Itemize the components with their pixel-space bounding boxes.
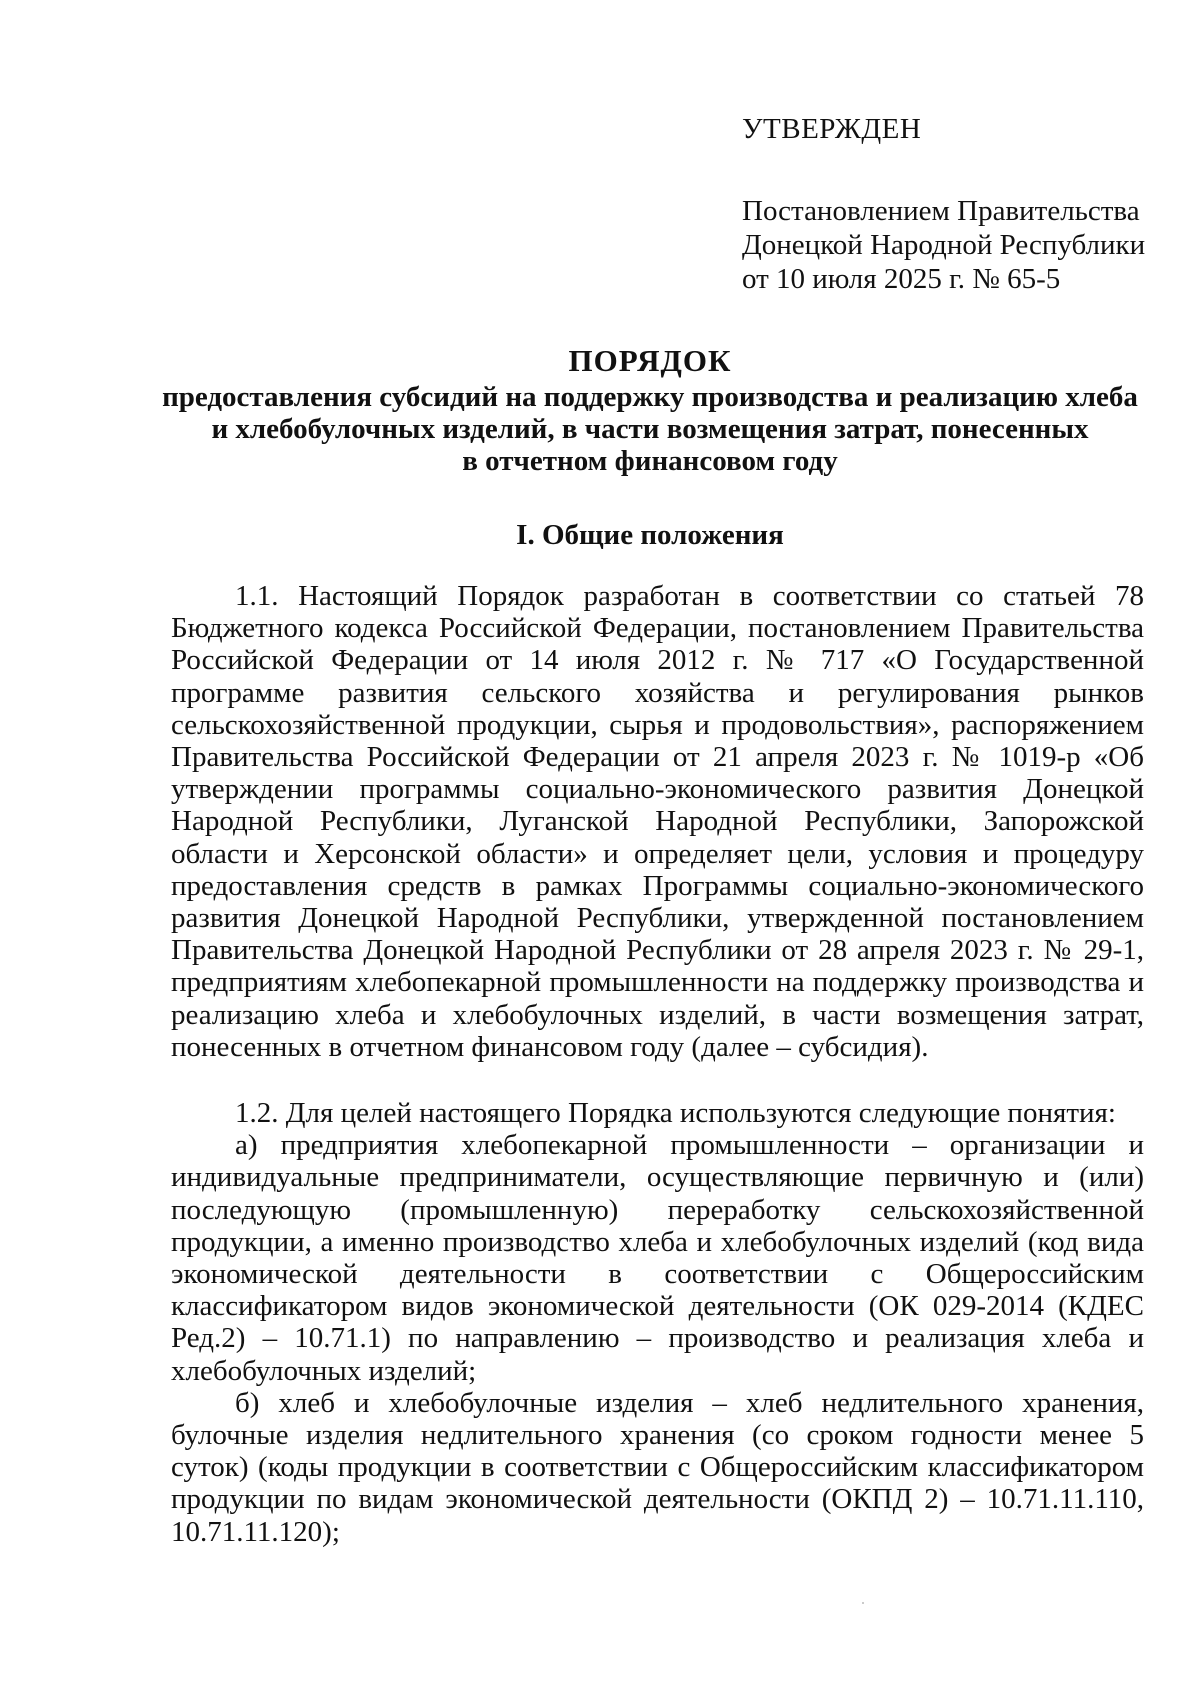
document-subtitle-line: и хлебобулочных изделий, в части возмещения затрат, понесенных: [211, 413, 1089, 445]
document-title-block: [160, 345, 1140, 477]
approval-line: от 10 июля 2025 г. № 65-5: [742, 263, 1061, 295]
section-heading: I. Общие положения: [516, 519, 784, 551]
scan-artifact: [862, 1602, 864, 1604]
document-subtitle-line: предоставления субсидий на поддержку производства и реализацию хлеба: [162, 381, 1138, 413]
paragraph-1-1: 1.1. Настоящий Порядок разработан в соответствии со статьей 78 Бюджетного кодекса Российской Федерации, постановлением Правительства Российской Федерации от 14 июля 2012 г. № 717 «О Государственной программе развития сельского хозяйства и регулирования рынков сельскохозяйственной продукции, сырья и продовольствия», распоряжением Правительства Российской Федерации от 21 апреля 2023 г. № 1019-р «Об утверждении программы социально-экономического развития Донецкой Народной Республики, Луганской Народной Республики, Запорожской области и Херсонской области» и определяет цели, условия и процедуру предоставления средств в рамках Программы социально-экономического развития Донецкой Народной Республики, утвержденной постановлением Правительства Донецкой Народной Республики от 28 апреля 2023 г. № 29-1, предприятиям хлебопекарной промышленности на поддержку производства и реализацию хлеба и хлебобулочных изделий, в части возмещения затрат, понесенных в отчетном финансовом году (далее – субсидия).: [171, 580, 1144, 1063]
document-title: ПОРЯДОК: [568, 343, 732, 378]
paragraph-1-2: 1.2. Для целей настоящего Порядка используются следующие понятия:: [235, 1097, 1116, 1130]
document-subtitle-line: в отчетном финансовом году: [462, 445, 838, 477]
definition-b: б) хлеб и хлебобулочные изделия – хлеб недлительного хранения, булочные изделия недлительного хранения (со сроком годности менее 5 суток) (коды продукции в соответствии с Общероссийским классификатором продукции по видам экономической деятельности (ОКПД 2) – 10.71.11.110, 10.71.11.120);: [171, 1386, 1144, 1548]
approval-block: [742, 112, 1162, 296]
approval-line: Донецкой Народной Республики: [742, 229, 1146, 261]
approval-line: Постановлением Правительства: [742, 195, 1140, 227]
section-body: [171, 580, 1144, 1548]
definition-a: а) предприятия хлебопекарной промышленности – организации и индивидуальные предприниматели, осуществляющие первичную и (или) последующую (промышленную) переработку сельскохозяйственной продукции, а именно производство хлеба и хлебобулочных изделий (код вида экономической деятельности в соответствии с Общероссийским классификатором видов экономической деятельности (ОК 029-2014 (КДЕС Ред.2) – 10.71.1) по направлению – производство и реализация хлеба и хлебобулочных изделий;: [171, 1129, 1144, 1387]
approval-stamp: УТВЕРЖДЕН: [742, 113, 922, 145]
